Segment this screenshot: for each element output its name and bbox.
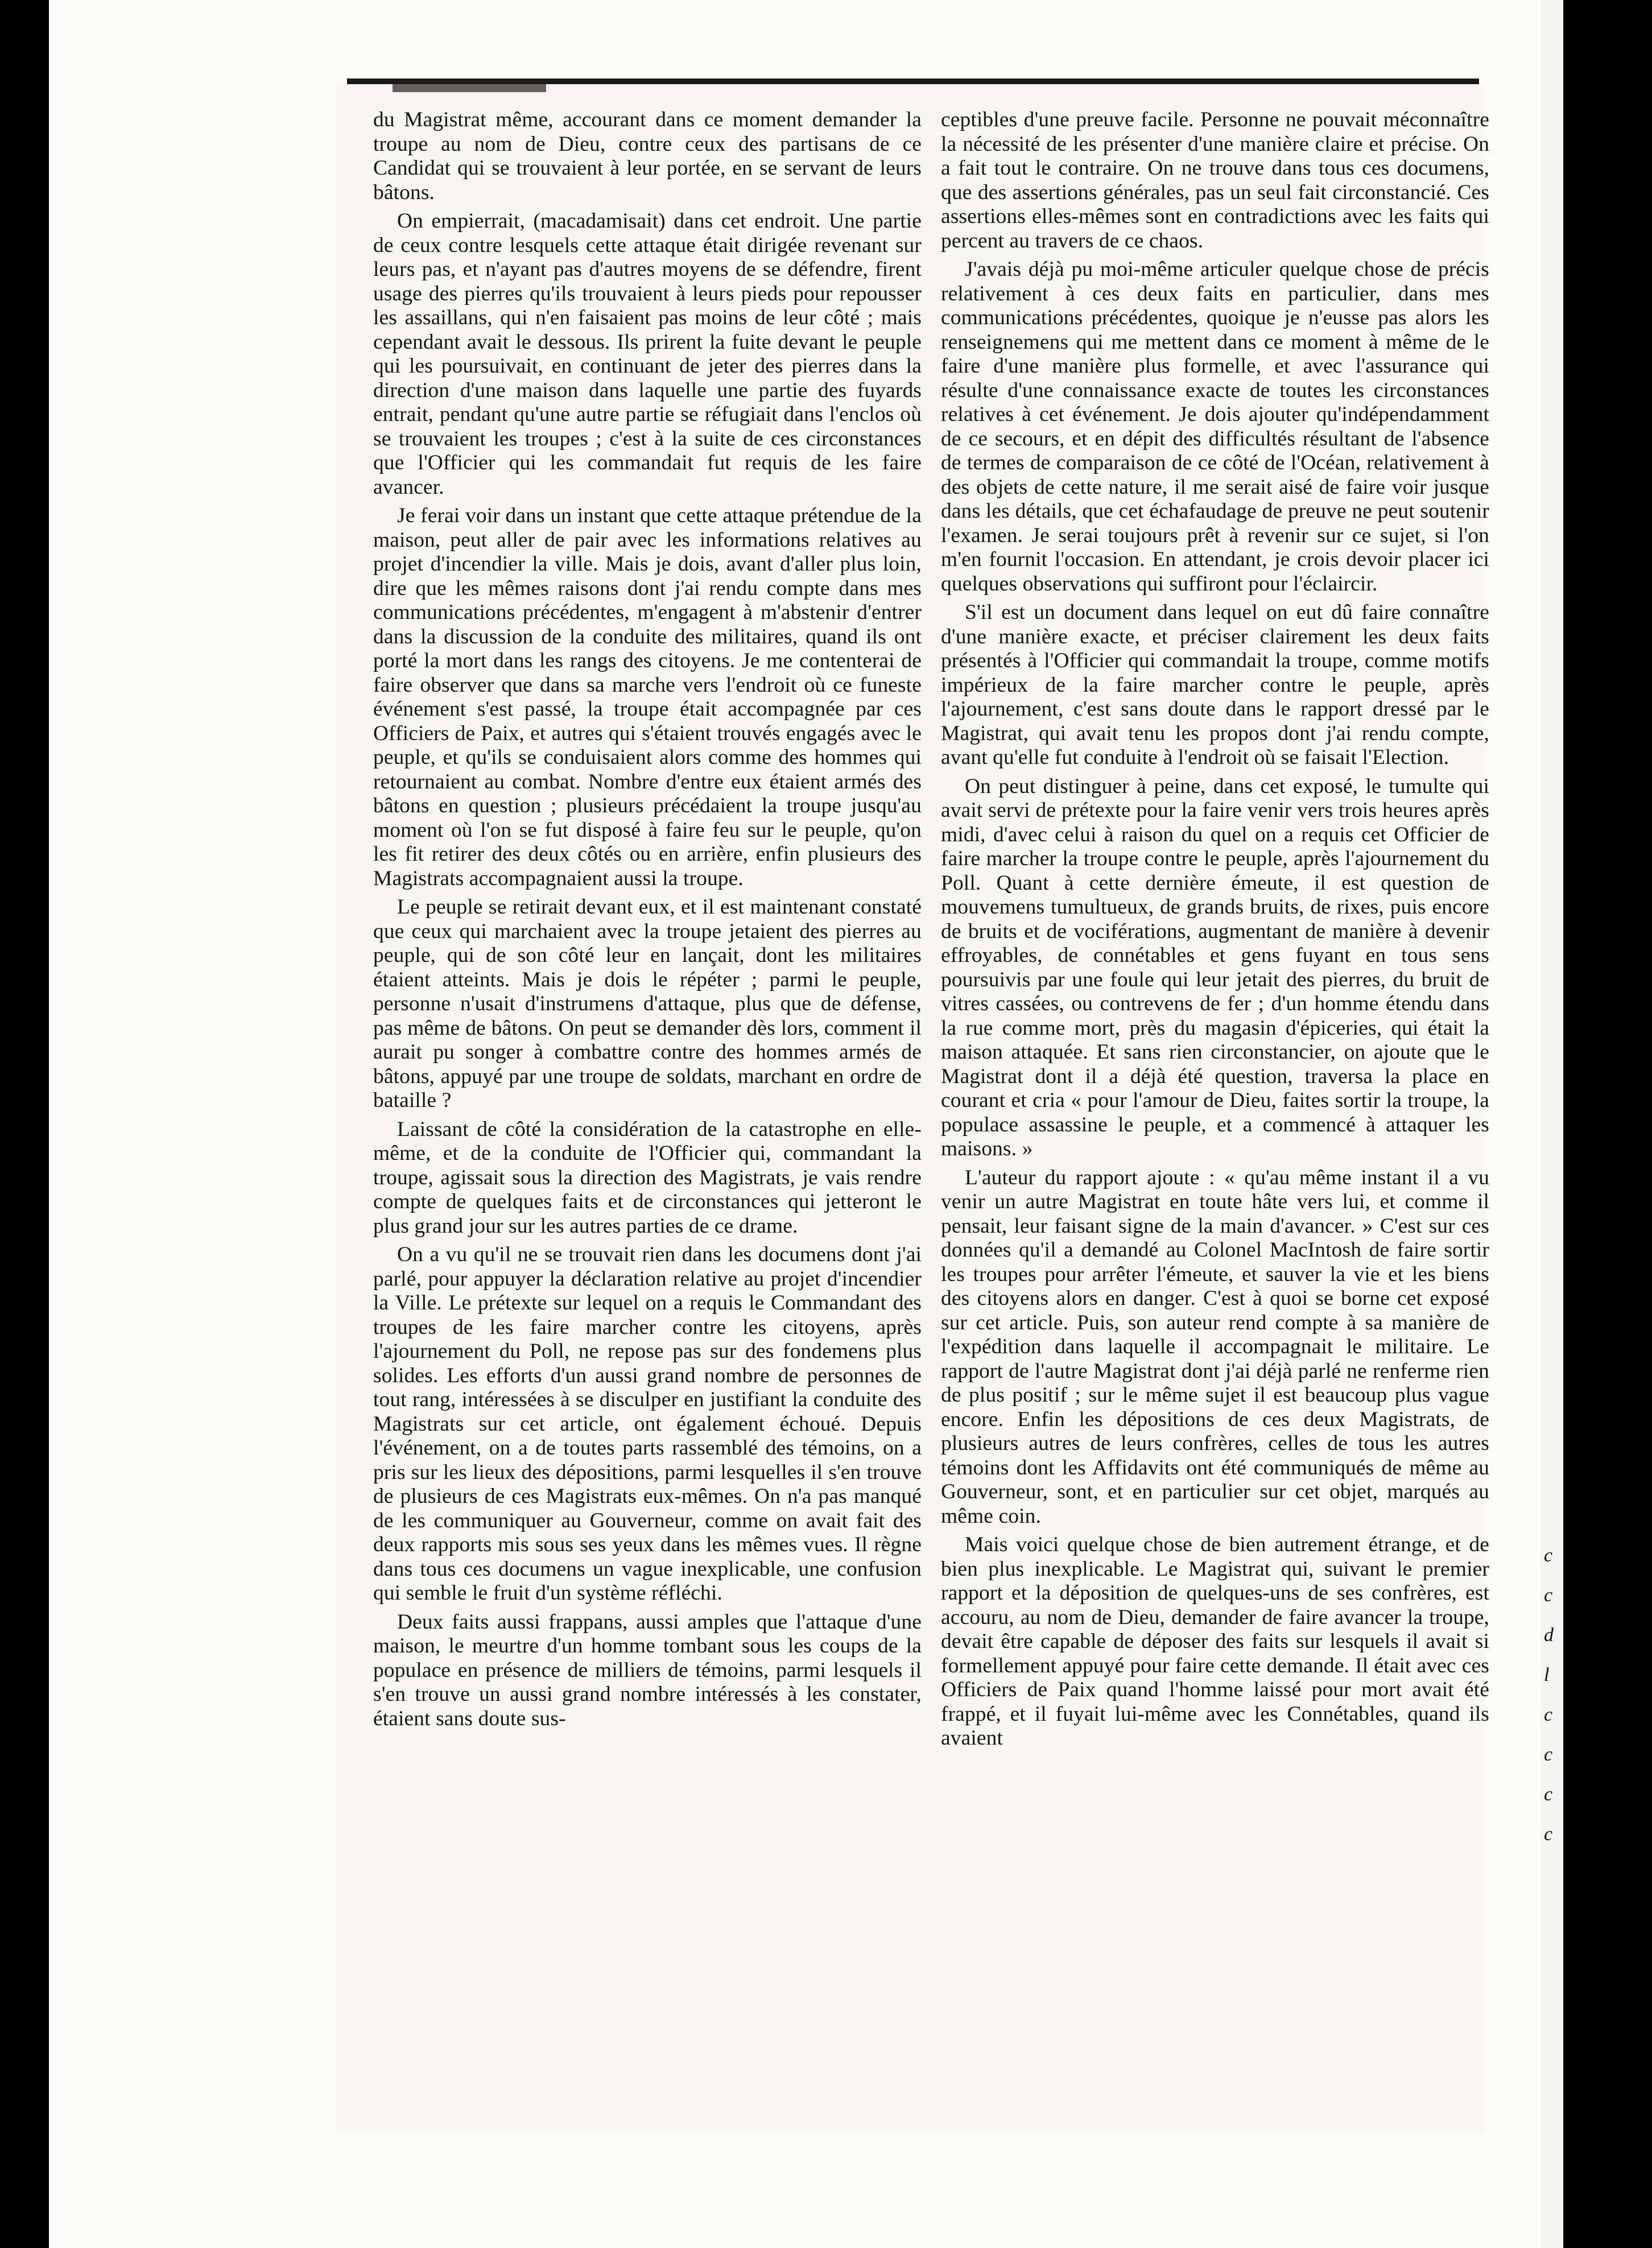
- left-paragraph: Deux faits aussi frappans, aussi amples que l'attaque d'une maison, le meurtre d'un homme tombant sous les coups de la populace en présence de milliers de témoins, parmi lesquels il s'en trouve un aussi grand nombre intéressés à les constater, étaient sans doute sus-: [373, 1610, 922, 1730]
- bleed-mark: c: [1544, 1744, 1553, 1765]
- header-rule: [347, 78, 1479, 84]
- right-paragraph: Mais voici quelque chose de bien autrement étrange, et de bien plus inexplicable. Le Magistrat qui, suivant le premier rapport et la déposition de quelques-uns de ses confrères, est accouru, au nom de Dieu, demander de faire avancer la troupe, devait être capable de déposer des faits sur lesquels il avait si formellement appuyé pour faire cette demande. Il était avec ces Officiers de Paix quand l'homme laissé pour mort avait été frappé, et il fuyait lui-même avec les Connétables, quand ils avaient: [941, 1533, 1489, 1750]
- bleed-mark: c: [1544, 1704, 1553, 1725]
- scan-border-right: [1563, 0, 1652, 2248]
- right-paragraph: On peut distinguer à peine, dans cet exposé, le tumulte qui avait servi de prétexte pour la faire venir vers trois heures après midi, d'avec celui à raison du quel on a requis cet Officier de faire marcher la troupe contre le peuple, après l'ajournement du Poll. Quant à cette dernière émeute, il est question de mouvemens tumultueux, de grands bruits, de rixes, puis encore de bruits et de vociférations, augmentant de manière à devenir effroyables, de connétables et gens fuyant en tous sens poursuivis par une foule qui leur jetait des pierres, du bruit de vitres cassées, ou contrevens de fer ; d'un homme étendu dans la rue comme mort, près du magasin d'épiceries, qui était la maison attaquée. Et sans rien circonstancier, on ajoute que le Magistrat dont il a déjà été question, traversa la place en courant et cria « pour l'amour de Dieu, faites sortir la troupe, la populace assassine le peuple, et a commencé à attaquer les maisons. »: [941, 774, 1489, 1160]
- right-paragraph: J'avais déjà pu moi-même articuler quelque chose de précis relativement à ces deux faits en particulier, dans mes communications précédentes, quoique je n'eusse pas alors les renseignemens qui me mettent dans ce moment à même de le faire d'une manière plus formelle, et avec l'assurance qui résulte d'une connaissance exacte de toutes les circonstances relatives à cet événement. Je dois ajouter qu'indépendamment de ce secours, et en dépit des difficultés résultant de l'absence de termes de comparaison de ce côté de l'Océan, relativement à des objets de cette nature, il me serait aisé de faire voir jusque dans les détails, que cet échafaudage de preuve ne peut soutenir l'examen. Je serai toujours prêt à revenir sur ce sujet, si l'on m'en fournit l'occasion. En attendant, je crois devoir placer ici quelques observations qui suffiront pour l'éclaircir.: [941, 258, 1489, 596]
- left-paragraph: Le peuple se retirait devant eux, et il est maintenant constaté que ceux qui marchaient avec la troupe jetaient des pierres au peuple, qui de son côté leur en lançait, dont les militaires étaient atteints. Mais je dois le répéter ; parmi le peuple, personne n'usait d'instrumens d'attaque, plus que de défense, pas même de bâtons. On peut se demander dès lors, comment il aurait pu songer à combattre contre des hommes armés de bâtons, appuyé par une troupe de soldats, marchant en ordre de bataille ?: [373, 895, 922, 1112]
- bleed-mark: l: [1544, 1664, 1550, 1685]
- bleed-mark: c: [1544, 1545, 1553, 1566]
- bleed-mark: c: [1544, 1585, 1553, 1606]
- left-paragraph: On empierrait, (macadamisait) dans cet endroit. Une partie de ceux contre lesquels cette attaque était dirigée revenant sur leurs pas, et n'ayant pas d'autres moyens de se défendre, firent usage des pierres qu'ils trouvaient à leurs pieds pour repousser les assaillans, qui n'en faisaient pas moins de leur côté ; mais cependant avait le dessous. Ils prirent la fuite devant le peuple qui les poursuivait, en continuant de jeter des pierres dans la direction d'une maison dans laquelle une partie des fuyards entrait, pendant qu'une autre partie se réfugiait dans l'enclos où se trouvaient les troupes ; c'est à la suite de ces circonstances que l'Officier qui les commandait fut requis de les faire avancer.: [373, 209, 922, 499]
- left-paragraph: On a vu qu'il ne se trouvait rien dans les documens dont j'ai parlé, pour appuyer la déclaration relative au projet d'incendier la Ville. Le prétexte sur lequel on a requis le Commandant des troupes de les faire marcher contre les citoyens, après l'ajournement du Poll, ne repose pas sur des fondemens plus solides. Les efforts d'un aussi grand nombre de personnes de tout rang, intéressées à se disculper en justifiant la conduite des Magistrats sur cet article, ont également échoué. Depuis l'événement, on a de toutes parts rassemblé des témoins, on a pris sur les lieux des dépositions, parmi lesquelles il s'en trouve de plusieurs de ces Magistrats eux-mêmes. On n'a pas manqué de les communiquer au Gouverneur, comme on avait fait des deux rapports mis sous ses yeux dans les mêmes vues. Il règne dans tous ces documens un vague inexplicable, une confusion qui semble le fruit d'un système réfléchi.: [373, 1243, 922, 1605]
- right-paragraph: L'auteur du rapport ajoute : « qu'au même instant il a vu venir un autre Magistrat en toute hâte vers lui, et comme il pensait, leur faisant signe de la main d'avancer. » C'est sur ces données qu'il a demandé au Colonel MacIntosh de faire sortir les troupes pour arrêter l'émeute, et sauver la vie et les biens des citoyens alors en danger. C'est à quoi se borne cet exposé sur cet article. Puis, son auteur rend compte à sa manière de l'expédition dans laquelle il accompagnait le militaire. Le rapport de l'autre Magistrat dont j'ai déjà parlé ne renferme rien de plus positif ; sur le même sujet il est beaucoup plus vague encore. Enfin les dépositions de ces deux Magistrats, de plusieurs autres de leurs confrères, celles de tous les autres témoins dont les Affidavits ont été communiqués de même au Gouverneur, sont, et en particulier sur cet objet, marqués au même coin.: [941, 1166, 1489, 1528]
- left-paragraph: Je ferai voir dans un instant que cette attaque prétendue de la maison, peut aller de pair avec les informations relatives au projet d'incendier la ville. Mais je dois, avant d'aller plus loin, dire que les mêmes raisons dont j'ai rendu compte dans mes communications précédentes, m'engagent à m'abstenir d'entrer dans la discussion de la conduite des militaires, quand ils ont porté la mort dans les rangs des citoyens. Je me contenterai de faire observer que dans sa marche vers l'endroit où ce funeste événement s'est passé, la troupe était accompagnée par ces Officiers de Paix, et autres qui s'étaient trouvés engagés avec le peuple, et qu'ils se conduisaient alors comme des hommes qui retournaient au combat. Nombre d'entre eux étaient armés des bâtons en question ; plusieurs précédaient la troupe jusqu'au moment où l'on se fut disposé à faire feu sur le peuple, qu'on les fit retirer des deux côtés ou en arrière, enfin plusieurs des Magistrats accompagnaient aussi la troupe.: [373, 504, 922, 890]
- facing-page-bleed-text: [1544, 1536, 1561, 2105]
- bleed-mark: d: [1544, 1625, 1554, 1646]
- left-paragraph: Laissant de côté la considération de la catastrophe en elle-même, et de la conduite de l'Officier qui, commandant la troupe, agissait sous la direction des Magistrats, je vais rendre compte de quelques faits et de circonstances qui jetteront le plus grand jour sur les autres parties de ce drame.: [373, 1117, 922, 1238]
- bleed-mark: c: [1544, 1824, 1553, 1845]
- right-paragraph: ceptibles d'une preuve facile. Personne ne pouvait méconnaître la nécessité de les présenter d'une manière claire et précise. On a fait tout le contraire. On ne trouve dans tous ces documens, que des assertions générales, pas un seul fait circonstancié. Ces assertions elles-mêmes sont en contradictions avec les faits qui percent au travers de ce chaos.: [941, 108, 1489, 253]
- right-paragraph: S'il est un document dans lequel on eut dû faire connaître d'une manière exacte, et préciser clairement les deux faits présentés à l'Officier qui commandait la troupe, comme motifs impérieux de la faire marcher contre le peuple, après l'ajournement, c'est sans doute dans le rapport dressé par le Magistrat, qui avait tenu les propos dont j'ai rendu compte, avant qu'elle fut conduite à l'endroit où se faisait l'Election.: [941, 601, 1489, 769]
- bleed-mark: c: [1544, 1784, 1553, 1805]
- left-paragraph: du Magistrat même, accourant dans ce moment demander la troupe au nom de Dieu, contre ceux des partisans de ce Candidat qui se trouvaient à leur portée, en se servant de leurs bâtons.: [373, 108, 922, 204]
- left-column: [373, 108, 922, 1735]
- right-column: [941, 108, 1489, 1755]
